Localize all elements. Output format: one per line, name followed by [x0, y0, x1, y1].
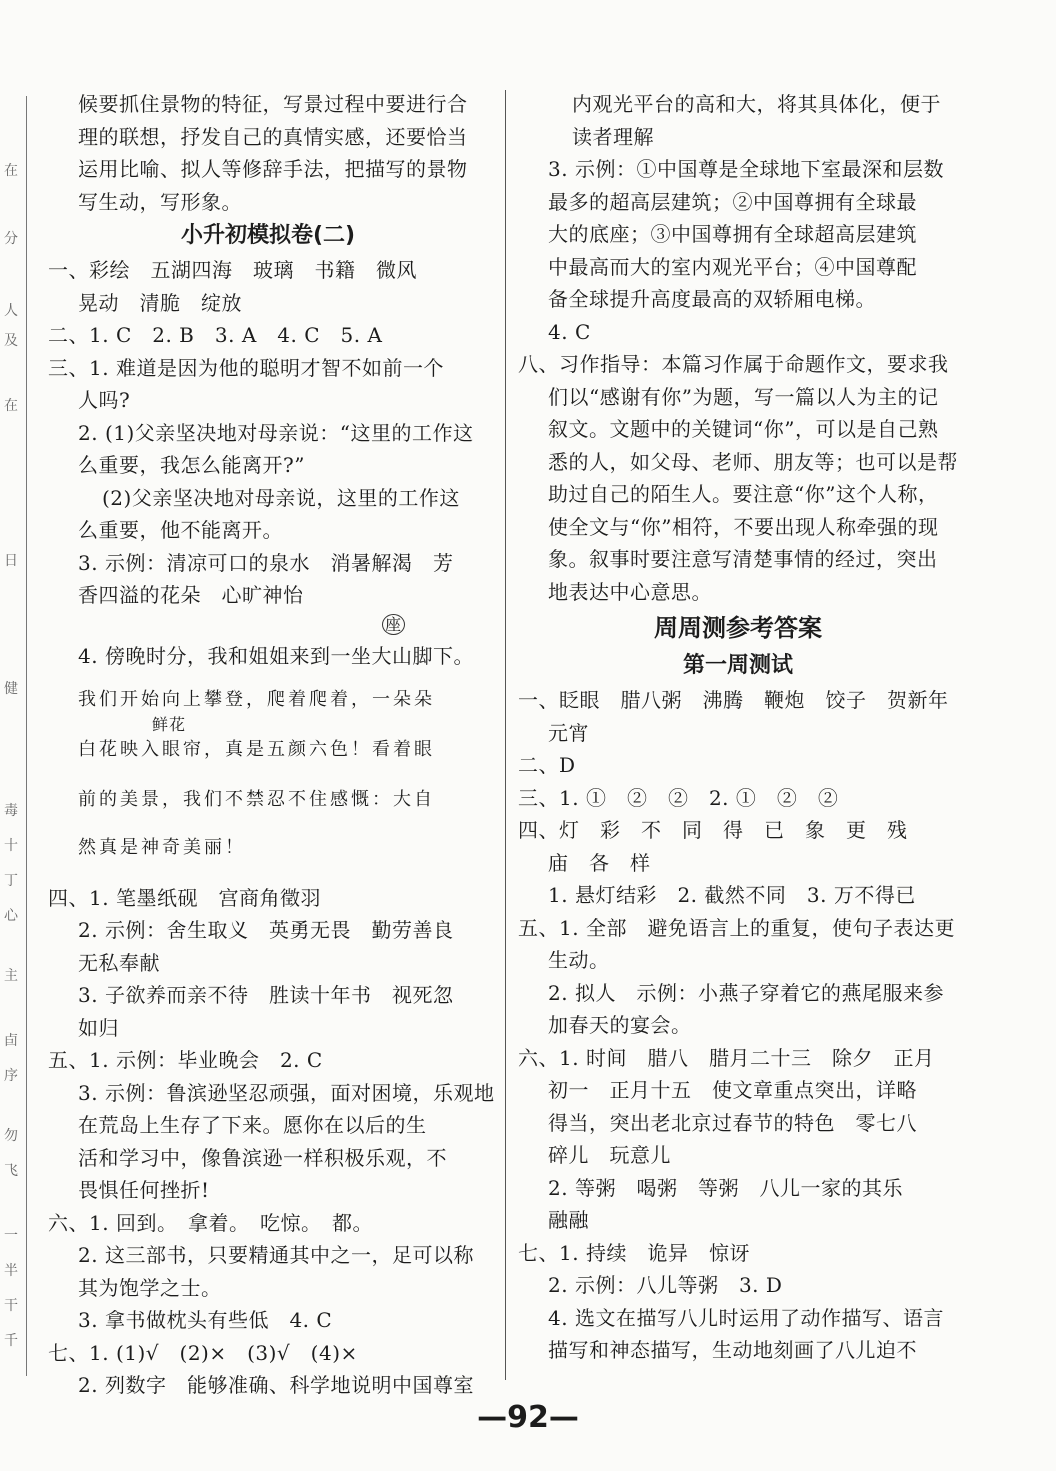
answer-line: 中最高而大的室内观光平台；④中国尊配 [548, 254, 917, 279]
hw-line-5: 然真是神奇美丽！ [78, 836, 246, 858]
answer-line: 助过自己的陌生人。要注意“你”这个人称， [548, 482, 939, 506]
answer-line: 3. 示例：①中国尊是全球地下室最深和层数 [548, 157, 944, 181]
answer-line: 悉的人，如父母、老师、朋友等；也可以是帮 [548, 449, 958, 474]
answer-line: 写生动，写形象。 [78, 189, 242, 214]
answer-line: 2. 这三部书，只要精通其中之一，足可以称 [78, 1243, 474, 1267]
answer-line: 3. 子欲养而亲不待 胜读十年书 视死忽 [78, 983, 454, 1007]
answer-line: 融融 [548, 1208, 589, 1232]
handwritten-answer [48, 614, 488, 878]
answer-line: 初一 正月十五 使文章重点突出，详略 [548, 1078, 917, 1102]
answer-line: 七、1. 持续 诡异 惊讶 [518, 1240, 750, 1265]
answer-line: 三、1. 难道是因为他的聪明才智不如前一个 [48, 355, 444, 380]
hw-line-2: 我们开始向上攀登，爬着爬着，一朵朵 [78, 688, 435, 710]
answer-line: 在荒岛上生存了下来。愿你在以后的生 [78, 1113, 427, 1137]
column-divider [505, 90, 506, 1380]
answer-line: 大的底座；③中国尊拥有全球超高层建筑 [548, 222, 917, 246]
answer-line: 八、习作指导：本篇习作属于命题作文，要求我 [518, 352, 949, 376]
answer-line: 3. 示例：清凉可口的泉水 消暑解渴 芳 [78, 550, 454, 575]
answer-line: 2. 示例：八儿等粥 3. D [548, 1273, 783, 1297]
answer-line: 们以“感谢有你”为题，写一篇以人为主的记 [548, 384, 939, 409]
answer-line: 3. 拿书做枕头有些低 4. C [78, 1308, 333, 1332]
answer-line: 描写和神态描写，生动地刻画了八儿迫不 [548, 1338, 917, 1362]
right-column [518, 88, 958, 1367]
answer-line: 理的联想，抒发自己的真情实感，还要恰当 [78, 124, 468, 149]
hw-line-1: 4. 傍晚时分，我和姐姐来到一坐大山脚下。 [78, 643, 474, 668]
answer-line: 如归 [78, 1015, 119, 1040]
answer-line: 2. 列数字 能够准确、科学地说明中国尊室 [78, 1373, 474, 1397]
answer-line: 七、1. (1)√ (2)× (3)√ (4)× [48, 1340, 358, 1365]
section-title: 周周测参考答案 [654, 614, 822, 642]
answer-line: 其为饱学之士。 [78, 1275, 222, 1300]
answer-line: 4. C [548, 319, 591, 344]
hw-line-4: 前的美景，我们不禁忍不住感慨：大自 [78, 788, 435, 810]
correction-2: 鲜花 [152, 714, 187, 734]
answer-line: 无私奉献 [78, 950, 160, 975]
answer-line: 2. 示例：舍生取义 英勇无畏 勤劳善良 [78, 918, 454, 942]
left-column [48, 88, 495, 1402]
answer-line: 碎儿 玩意儿 [548, 1143, 671, 1167]
answer-line: 读者理解 [572, 124, 654, 149]
answer-line: 么重要，我怎么能离开?” [78, 453, 305, 477]
answer-line: 晃动 清脆 绽放 [78, 290, 242, 315]
answer-line: 2. 拟人 示例：小燕子穿着它的燕尾服来参 [548, 980, 944, 1005]
answer-line: 庙 各 样 [548, 850, 651, 875]
answer-line: 4. 选文在描写八儿时运用了动作描写、语言 [548, 1305, 944, 1330]
page-number: —92— [477, 1400, 579, 1435]
answer-line: 象。叙事时要注意写清楚事情的经过，突出 [548, 547, 938, 571]
answer-line: 五、1. 示例：毕业晚会 2. C [48, 1048, 323, 1072]
answer-line: 五、1. 全部 避免语言上的重复，使句子表达更 [518, 915, 955, 940]
answer-line: 备全球提升高度最高的双轿厢电梯。 [548, 287, 876, 311]
section-title: 第一周测试 [682, 653, 793, 678]
answer-line: 四、1. 笔墨纸砚 宫商角徵羽 [48, 885, 321, 910]
answer-line: 3. 示例：鲁滨逊坚忍顽强，面对困境，乐观地 [78, 1080, 495, 1105]
answer-line: 畏惧任何挫折! [78, 1178, 210, 1202]
answer-line: 元宵 [548, 720, 589, 745]
answer-line: 1. 悬灯结彩 2. 截然不同 3. 万不得已 [548, 883, 916, 907]
answer-line: 六、1. 时间 腊八 腊月二十三 除夕 正月 [518, 1045, 935, 1070]
correction-1: 座 [382, 614, 405, 635]
answer-line: 二、D [518, 753, 576, 777]
answer-line: 么重要，他不能离开。 [78, 518, 283, 542]
answer-line: 活和学习中，像鲁滨逊一样积极乐观，不 [78, 1145, 447, 1170]
answer-line: 运用比喻、拟人等修辞手法，把描写的景物 [78, 157, 468, 181]
binding-margin: 在 分 人 及 在 日 健 毒 十 丁 心 主 卣 序 勿 飞 一 半 干 千 [4, 163, 18, 1349]
answer-line: 生动。 [548, 948, 610, 972]
answer-line: 三、1. ① ② ② 2. ① ② ② [518, 785, 839, 810]
answer-line: 香四溢的花朵 心旷神怡 [78, 583, 304, 607]
answer-line: 内观光平台的高和大，将其具体化，便于 [572, 92, 941, 116]
answer-line: 2. 等粥 喝粥 等粥 八儿一家的其乐 [548, 1175, 903, 1200]
answer-line: 一、彩绘 五湖四海 玻璃 书籍 微风 [48, 258, 417, 282]
answer-line: 2. (1)父亲坚决地对母亲说：“这里的工作这 [78, 420, 474, 445]
margin-rule [26, 96, 27, 1376]
answer-line: 使全文与“你”相符，不要出现人称牵强的现 [548, 514, 939, 539]
answer-line: 六、1. 回到。 拿着。 吃惊。 都。 [48, 1210, 373, 1235]
answer-line: 最多的超高层建筑；②中国尊拥有全球最 [548, 189, 917, 214]
answer-line: 一、眨眼 腊八粥 沸腾 鞭炮 饺子 贺新年 [518, 688, 949, 712]
answer-line: 加春天的宴会。 [548, 1013, 692, 1037]
answer-line: 四、灯 彩 不 同 得 已 象 更 残 [518, 818, 908, 842]
answer-line: (2)父亲坚决地对母亲说，这里的工作这 [102, 485, 460, 510]
answer-line: 人吗? [78, 388, 131, 412]
answer-line: 二、1. C 2. B 3. A 4. C 5. A [48, 323, 383, 347]
answer-line: 叙文。文题中的关键词“你”，可以是自己熟 [548, 417, 939, 441]
answer-line: 候要抓住景物的特征，写景过程中要进行合 [78, 92, 468, 116]
answer-line: 得当，突出老北京过春节的特色 零七八 [548, 1110, 917, 1135]
hw-line-3: 白花映入眼帘，真是五颜六色！看着眼 [78, 738, 435, 760]
answer-line: 地表达中心意思。 [548, 579, 712, 604]
section-title: 小升初模拟卷(二) [180, 223, 356, 248]
